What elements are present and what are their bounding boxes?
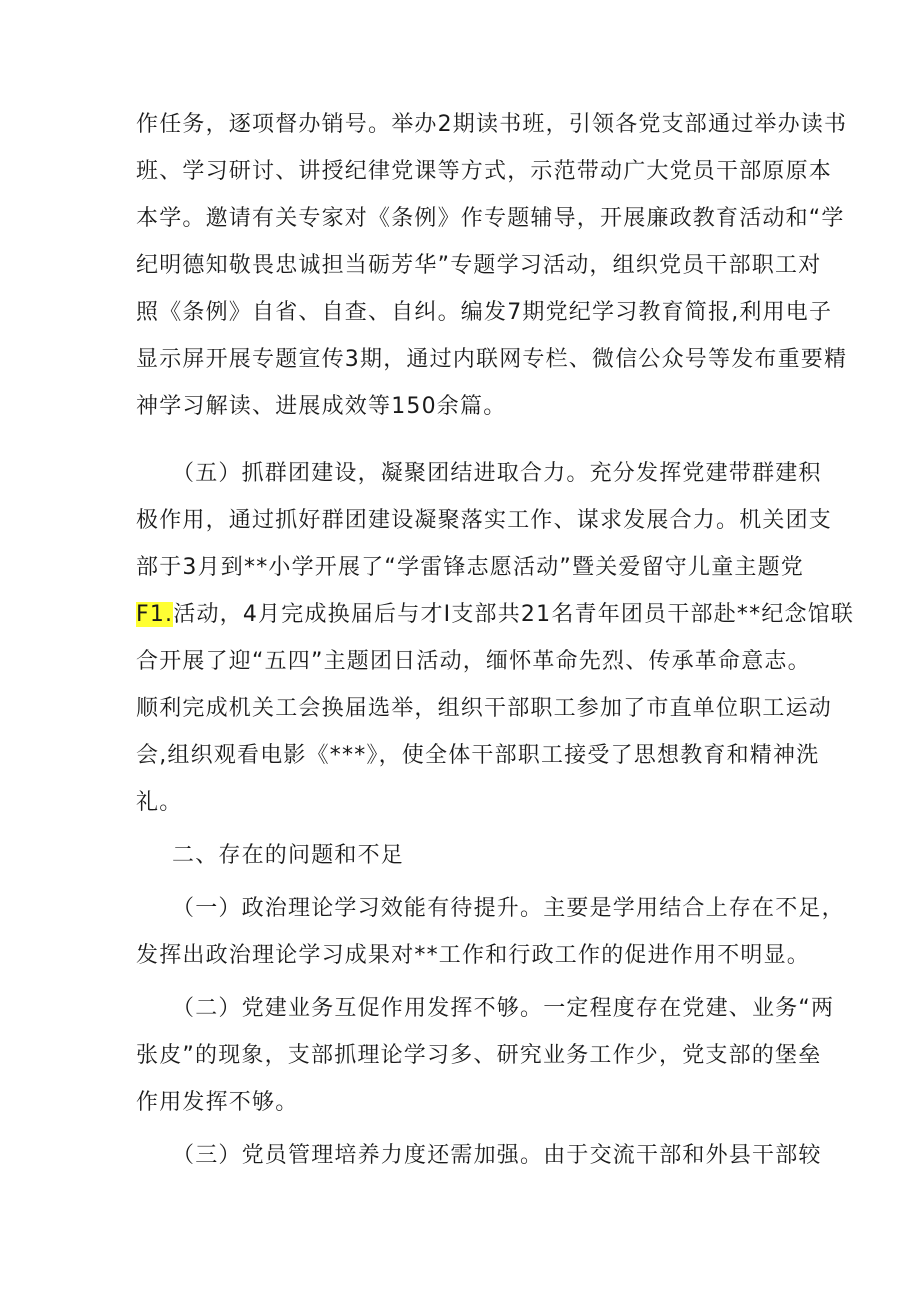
paragraph-line: 神学习解读、进展成效等150余篇。: [136, 394, 507, 419]
paragraph-line: 本学。邀请有关专家对《条例》作专题辅导，开展廉政教育活动和“学: [136, 206, 845, 231]
paragraph-line-text: 活动，4月完成换届后与才I支部共21名青年团员干部赴**纪念馆联: [173, 602, 855, 627]
paragraph-line: 会,组织观看电影《***》，使全体干部职工接受了思想教育和精神洗: [136, 743, 820, 768]
paragraph-line: 作任务，逐项督办销号。举办2期读书班，引领各党支部通过举办读书: [136, 112, 848, 137]
paragraph-line: 发挥出政治理论学习成果对**工作和行政工作的促进作用不明显。: [136, 943, 811, 968]
paragraph-line: 张皮”的现象，支部抓理论学习多、研究业务工作少，党支部的堡垒: [136, 1043, 822, 1068]
paragraph-line: 班、学习研讨、讲授纪律党课等方式，示范带动广大党员干部原原本: [136, 159, 833, 184]
section-heading-1: （一）政治理论学习效能有待提升。主要是学用结合上存在不足，: [172, 896, 845, 921]
paragraph-line: 极作用，通过抓好群团建设凝聚落实工作、谋求发展合力。机关团支: [136, 508, 833, 533]
paragraph-line: 礼。: [136, 790, 183, 815]
paragraph-line: 作用发挥不够。: [136, 1090, 299, 1115]
paragraph-line: 部于3月到**小学开展了“学雷锋志愿活动”暨关爱留守儿童主题党: [136, 555, 804, 580]
paragraph-line: 纪明德知敬畏忠诚担当砺芳华”专题学习活动，组织党员干部职工对: [136, 253, 822, 278]
paragraph-line: 照《条例》自省、自查、自纠。编发7期党纪学习教育简报,利用电子: [136, 300, 833, 325]
section-heading-3: （三）党员管理培养力度还需加强。由于交流干部和外县干部较: [172, 1143, 822, 1168]
paragraph-line: 显示屏开展专题宣传3期，通过内联网专栏、微信公众号等发布重要精: [136, 347, 848, 372]
paragraph-line: 合开展了迎“五四”主题团日活动，缅怀革命先烈、传承革命意志。: [136, 649, 811, 674]
section-heading-5: （五）抓群团建设，凝聚团结进取合力。充分发挥党建带群建积: [172, 461, 822, 486]
paragraph-line: 顺利完成机关工会换届选举，组织干部职工参加了市直单位职工运动: [136, 696, 833, 721]
section-title-problems: 二、存在的问题和不足: [172, 843, 405, 868]
section-heading-2: （二）党建业务互促作用发挥不够。一定程度存在党建、业务“两: [172, 996, 835, 1021]
paragraph-line-highlighted: [136, 598, 855, 632]
highlight-mark: F1.: [136, 602, 174, 627]
